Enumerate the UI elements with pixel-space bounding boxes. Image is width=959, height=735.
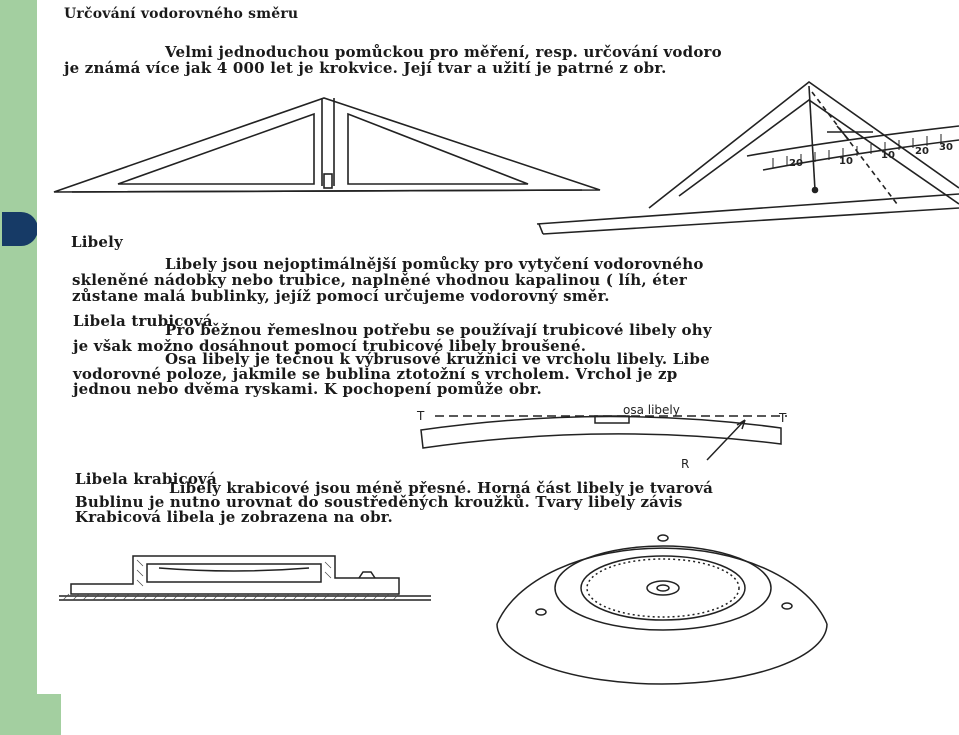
scale-label-1: 20 <box>789 158 803 169</box>
krabicova-line-2: Bublinu je nutno urovnat do soustředěných kroužků. Tvary libely závis <box>75 493 683 511</box>
heading-krabicova: Libela krabicová <box>75 470 217 488</box>
sidebar-stripe <box>0 0 37 735</box>
krabicova-line-1: Libely krabicové jsou méně přesné. Horná část libely je tvarová <box>169 479 714 497</box>
scale-label-2: 10 <box>839 156 853 167</box>
krokvice-line-1: Velmi jednoduchou pomůckou pro měření, resp. určování vodoro <box>165 43 722 61</box>
heading-vodorovny: Určování vodorovného směru <box>64 6 299 22</box>
box-level-top-figure <box>489 520 835 650</box>
heading-trubicova: Libela trubicová <box>73 312 213 330</box>
trubicova-line-3: Osa libely je tečnou k výbrusové kružnici ve vrcholu libely. Libe <box>165 350 710 368</box>
sidebar-foot <box>37 694 61 735</box>
libely-line-1: Libely jsou nejoptimálnější pomůcky pro vytyčení vodorovného <box>165 255 704 273</box>
trubicova-line-2: je však možno dosáhnout pomocí trubicové libely broušené. <box>73 337 587 355</box>
trubicova-line-4: vodorovné poloze, jakmile se bublina ztotožní s vrcholem. Vrchol je zp <box>73 365 678 383</box>
scale-label-5: 30 <box>939 142 953 153</box>
trubicova-line-5: jednou nebo dvěma ryskami. K pochopení pomůže obr. <box>73 380 542 398</box>
krokvice-scale-figure <box>537 78 959 240</box>
tube-label-osa: osa libely <box>623 403 680 417</box>
scale-label-3: 10 <box>881 150 895 161</box>
libely-line-3: zůstane malá bublinky, jejíž pomocí určujeme vodorovný směr. <box>72 287 610 305</box>
tube-label-t-right: T <box>779 411 787 425</box>
heading-libely: Libely <box>71 233 123 251</box>
trubicova-line-1: Pro běžnou řemeslnou potřebu se používají trubicové libely ohy <box>165 321 712 339</box>
scale-label-4: 20 <box>915 146 929 157</box>
krokvice-figure <box>52 92 602 202</box>
box-level-section-figure <box>59 550 431 602</box>
krabicova-line-3: Krabicová libela je zobrazena na obr. <box>75 508 393 526</box>
tube-label-t-left: T <box>417 409 425 423</box>
krokvice-line-2: je známá více jak 4 000 let je krokvice. Její tvar a užití je patrné z obr. <box>64 59 667 77</box>
slide-bullet <box>2 212 38 246</box>
tube-label-r: R <box>681 457 690 471</box>
scanned-page <box>37 0 959 694</box>
libely-line-2: skleněné nádobky nebo trubice, naplněné vhodnou kapalinou ( líh, éter <box>72 271 687 289</box>
tube-level-figure <box>415 398 795 470</box>
